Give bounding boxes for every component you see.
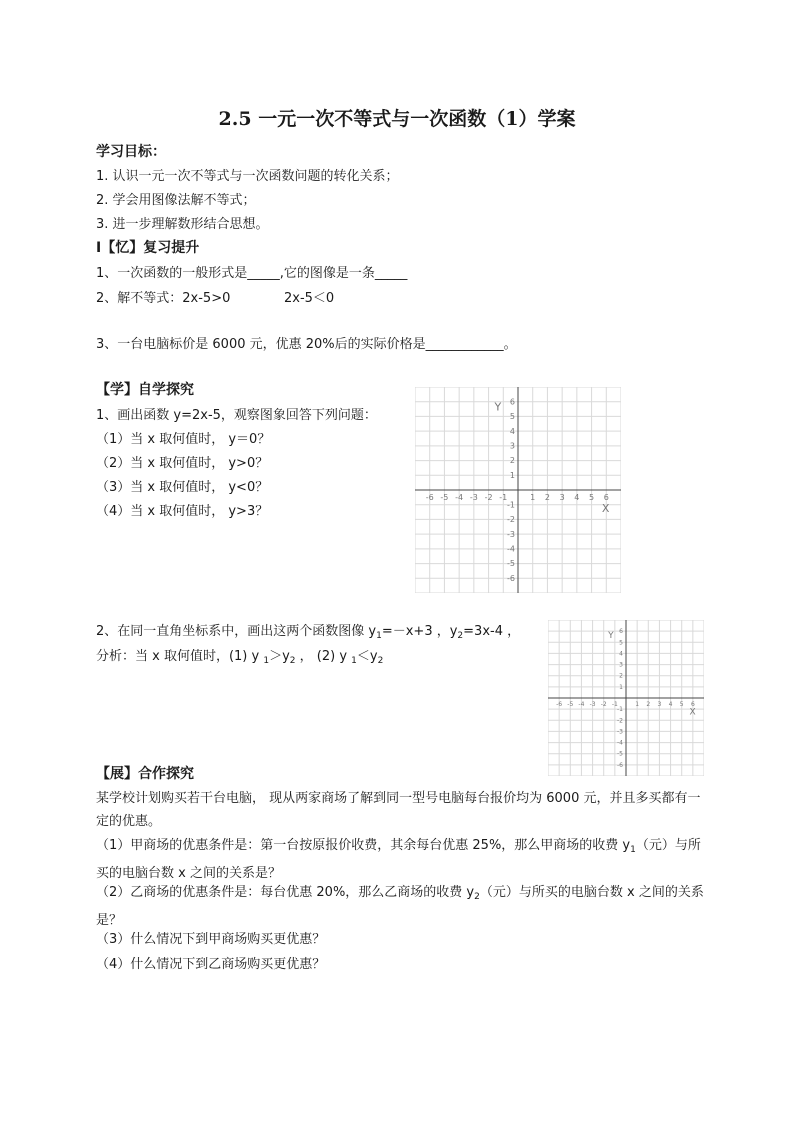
y-tick-label: -3 (507, 529, 515, 539)
x-tick-label: 4 (668, 701, 673, 708)
study-sub-question: （2）当 x 取何值时， y>0？ (96, 456, 269, 471)
y-tick-label: 4 (509, 426, 515, 436)
x-tick-label: 1 (530, 493, 536, 502)
y-tick-label: -4 (617, 739, 623, 747)
review-question-2b: 2x-5＜0 (284, 291, 335, 306)
review-heading: I【忆】复习提升 (96, 240, 200, 256)
x-tick-label: 6 (690, 701, 695, 708)
coop-problem-2: （2）乙商场的优惠条件是：每台优惠 20%，那么乙商场的收费 $y_2$（元）与所买的电脑台数 x 之间的关系是？ (96, 885, 704, 928)
y-tick-label: 3 (619, 661, 623, 669)
y-tick-label: 1 (509, 470, 515, 480)
study-analysis: 分析：当 x 取何值时，(1) y $_1>y_2$ ， (2) y $_1<y_2$ (96, 649, 384, 666)
x-tick-label: -3 (469, 493, 478, 502)
coop-problem-4: （4）什么情况下到乙商场购买更优惠？ (96, 957, 326, 972)
x-axis-label: X (689, 707, 696, 718)
coordinate-grid-1 (415, 387, 621, 593)
study-sub-question: （3）当 x 取何值时， y<0？ (96, 480, 269, 495)
y-tick-label: -1 (507, 500, 515, 510)
x-tick-label: 6 (603, 493, 609, 502)
x-tick-label: -1 (499, 493, 508, 502)
y-tick-label: 6 (619, 628, 623, 636)
x-tick-label: -6 (425, 493, 434, 502)
study-question-1: 1、画出函数 y=2x-5，观察图象回答下列问题： (96, 408, 377, 423)
x-tick-label: -4 (578, 701, 585, 708)
x-tick-label: 5 (679, 701, 684, 708)
y-tick-label: -4 (507, 544, 515, 554)
objective-item: 3. 进一步理解数形结合思想。 (96, 217, 269, 232)
x-tick-label: -5 (567, 701, 574, 708)
y-tick-label: -6 (507, 573, 515, 583)
coordinate-grid-2 (548, 620, 704, 776)
x-tick-label: 3 (559, 493, 565, 502)
y-tick-label: -2 (507, 515, 515, 525)
y-tick-label: 4 (619, 650, 623, 658)
y-axis-label: Y (494, 400, 502, 414)
review-question-3: 3、一台电脑标价是 6000 元，优惠 20%后的实际价格是____________。 (96, 337, 517, 352)
coop-problem-1: （1）甲商场的优惠条件是：第一台按原报价收费，其余每台优惠 25%，那么甲商场的收费 $y_1$（元）与所买的电脑台数 x 之间的关系是？ (96, 838, 701, 881)
objective-item: 1. 认识一元一次不等式与一次函数问题的转化关系； (96, 169, 399, 184)
x-tick-label: 5 (589, 493, 595, 502)
y-tick-label: 5 (619, 639, 623, 647)
y-tick-label: 6 (509, 397, 515, 407)
x-tick-label: 3 (657, 701, 662, 708)
x-tick-label: -1 (611, 701, 618, 708)
coop-heading: 【展】合作探究 (96, 766, 194, 782)
objectives-heading: 学习目标： (96, 144, 166, 160)
x-tick-label: 2 (544, 493, 550, 502)
x-tick-label: 2 (646, 701, 651, 708)
y-tick-label: -5 (617, 750, 623, 758)
coop-intro: 某学校计划购买若干台电脑， 现从两家商场了解到同一型号电脑每台报价均为 6000 元，并且多买都有一定的优惠。 (96, 791, 701, 829)
objective-item: 2. 学会用图像法解不等式； (96, 193, 256, 208)
y-tick-label: 5 (509, 412, 515, 422)
x-tick-label: -4 (455, 493, 464, 502)
x-axis-label: X (601, 502, 610, 516)
y-tick-label: -3 (617, 728, 623, 736)
y-tick-label: 2 (619, 672, 623, 680)
page-title: 2.5 一元一次不等式与一次函数（1）学案 (218, 108, 576, 130)
x-tick-label: -3 (589, 701, 596, 708)
y-tick-label: 3 (509, 441, 515, 451)
x-tick-label: -5 (440, 493, 449, 502)
y-tick-label: 2 (509, 456, 515, 466)
x-tick-label: 1 (635, 701, 640, 708)
y-tick-label: 1 (619, 683, 623, 691)
y-tick-label: -6 (617, 761, 623, 769)
x-tick-label: -6 (556, 701, 563, 708)
x-tick-label: 4 (574, 493, 580, 502)
study-sub-question: （1）当 x 取何值时， y＝0？ (96, 432, 271, 447)
coop-problem-3: （3）什么情况下到甲商场购买更优惠？ (96, 932, 326, 947)
study-sub-question: （4）当 x 取何值时， y>3？ (96, 504, 269, 519)
review-question-2a: 2、解不等式：2x-5>0 (96, 291, 231, 306)
y-axis-label: Y (608, 630, 614, 641)
study-question-2: 2、在同一直角坐标系中，画出这两个函数图像 $y_1=-x+3$ ，$y_2=3x-4$ ， (96, 624, 521, 641)
x-tick-label: -2 (600, 701, 607, 708)
y-tick-label: -2 (617, 717, 623, 725)
study-heading: 【学】自学探究 (96, 382, 194, 398)
x-tick-label: -2 (484, 493, 493, 502)
review-question-1: 1、一次函数的一般形式是_____,它的图像是一条_____ (96, 266, 408, 281)
y-tick-label: -1 (617, 706, 623, 714)
y-tick-label: -5 (507, 559, 515, 569)
